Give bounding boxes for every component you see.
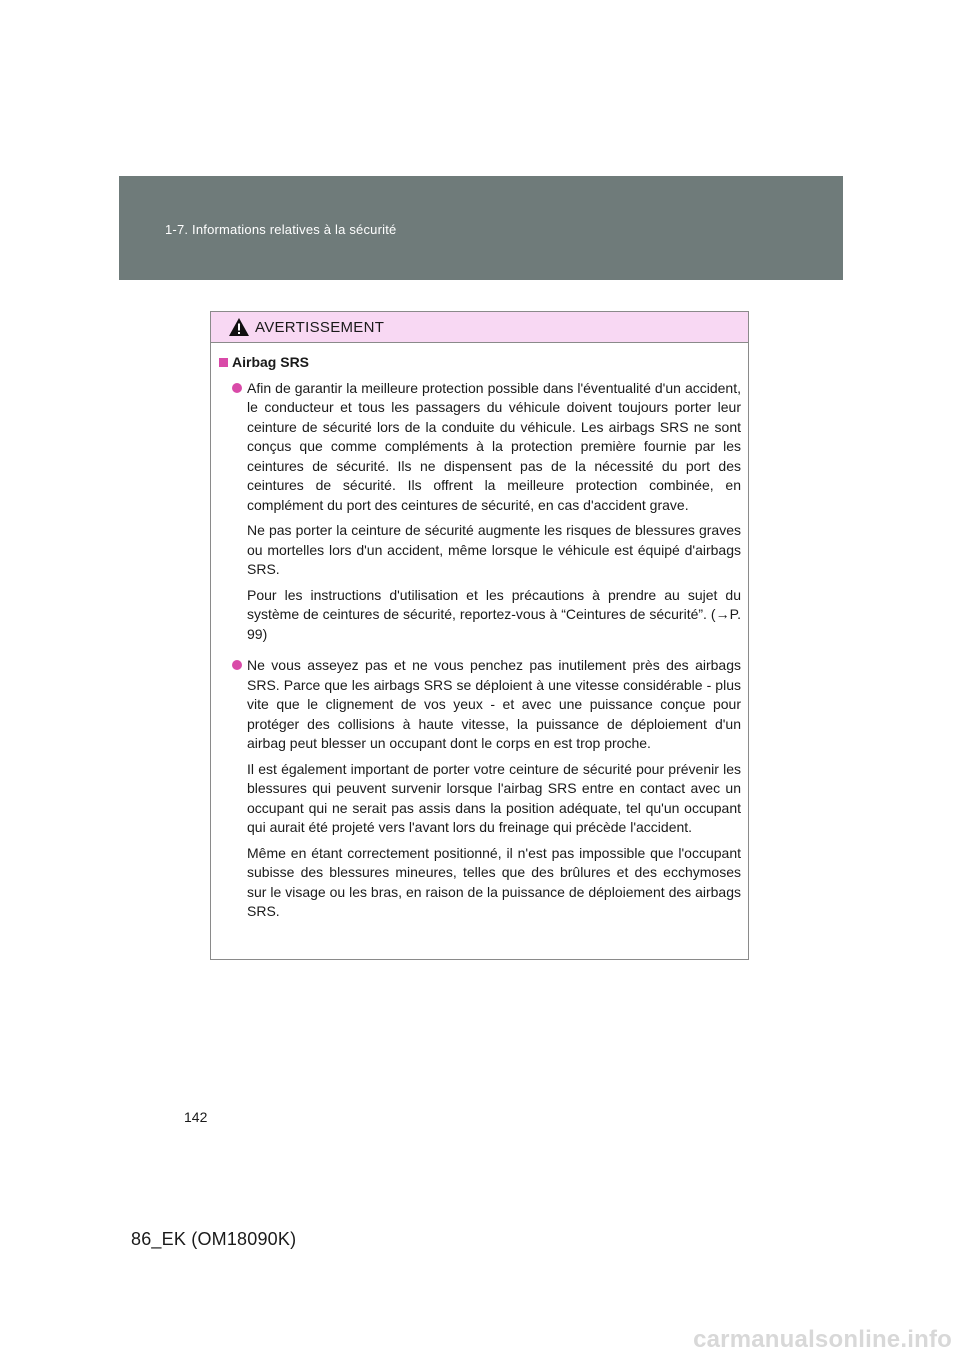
- warning-paragraph: Pour les instructions d'utilisation et les précautions à prendre au sujet du système de ceintures de sécurité, reportez-vous à “Ceintures de sécurité”. (→P. 99): [247, 586, 741, 642]
- warning-paragraph: Il est également important de porter votre ceinture de sécurité pour prévenir les blessures qui peuvent survenir lorsque l'airbag SRS entre en contact avec un occupant qui ne serait pas assis dans la position adéquate, tel qu'un occupant qui aurait été projeté vers l'avant lors du freinage qui précède l'accident.: [247, 760, 741, 835]
- section-title: 1-7. Informations relatives à la sécurité: [165, 222, 397, 237]
- airbag-subheading: [219, 353, 741, 373]
- watermark: carmanualsonline.info: [693, 1326, 952, 1353]
- warning-paragraph: Même en étant correctement positionné, il n'est pas impossible que l'occupant subisse des blessures mineures, telles que des brûlures et des ecchymoses sur le visage ou les bras, en raison de la puissance de déploiement des airbags SRS.: [247, 844, 741, 919]
- page-number: 142: [184, 1109, 208, 1125]
- subheading-text: Airbag SRS: [232, 354, 310, 370]
- warning-title: AVERTISSEMENT: [255, 318, 385, 336]
- square-bullet-icon: [219, 358, 228, 367]
- document-code: 86_EK (OM18090K): [131, 1229, 297, 1249]
- warning-box: [210, 311, 749, 960]
- warning-item: [232, 656, 741, 928]
- round-bullet-icon: [232, 660, 242, 670]
- warning-header: [211, 312, 748, 343]
- round-bullet-icon: [232, 383, 242, 393]
- warning-paragraph: Afin de garantir la meilleure protection possible dans l'éventualité d'un accident, le conducteur et tous les passagers du véhicule doivent toujours porter leur ceinture de sécurité lors de la conduite du véhicule. Les airbags SRS ne sont conçus que comme compléments à la protection première fournie par les ceintures de sécurité. Ils ne dispensent pas de la nécessité du port des ceintures de sécurité. Ils offrent la meilleure protection combinée, en complément du port des ceintures de sécurité, en cas d'accident grave.: [247, 379, 741, 513]
- section-header-band: [119, 176, 843, 280]
- warning-triangle-icon: [228, 317, 250, 337]
- warning-paragraph: Ne vous asseyez pas et ne vous penchez pas inutilement près des airbags SRS. Parce que les airbags SRS se déploient à une vitesse considérable - plus vite que le clignement de vos yeux - et avec une puissance conçue pour protéger des collisions à haute vitesse, la puissance de déploiement d'un airbag peut blesser un occupant dont le corps en est trop proche.: [247, 657, 741, 751]
- warning-item-text: [247, 656, 741, 928]
- warning-paragraph: Ne pas porter la ceinture de sécurité augmente les risques de blessures graves ou mortelles lors d'un accident, même lorsque le véhicule est équipé d'airbags SRS.: [247, 522, 741, 577]
- warning-item: [232, 379, 741, 651]
- warning-item-text: [247, 379, 741, 651]
- warning-body: [211, 343, 748, 928]
